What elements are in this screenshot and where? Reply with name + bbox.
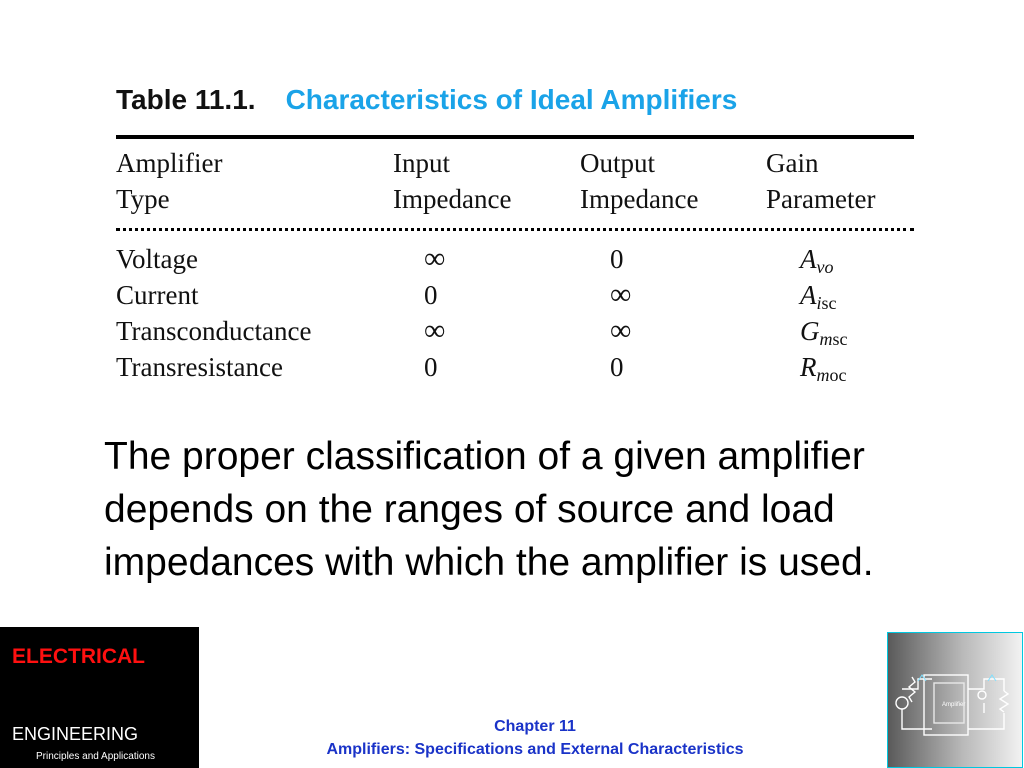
row-transconductance-output: ∞ [610, 314, 632, 347]
table-number: Table 11.1. [116, 84, 256, 115]
gain-subscript: vo [816, 257, 834, 277]
header-col3-line2: Impedance [580, 184, 699, 214]
gain-subscript: i [816, 293, 822, 313]
header-col1-line2: Type [116, 184, 170, 214]
row-current-gain [800, 282, 837, 312]
thumbnail-label: Amplifier [942, 702, 966, 708]
header-col4-line2: Parameter [766, 184, 876, 214]
footer-chapter: Chapter 11 [494, 718, 576, 735]
gain-subscript-roman: sc [821, 293, 837, 313]
logo-subtitle: Principles and Applications [36, 751, 155, 762]
gain-subscript-roman: oc [829, 365, 847, 385]
gain-symbol: R [800, 352, 817, 382]
logo-title-line2: ENGINEERING [12, 724, 139, 744]
book-logo [0, 627, 199, 768]
table-heading [116, 84, 737, 116]
header-col2-line2: Impedance [393, 184, 512, 214]
gain-symbol: A [800, 280, 817, 310]
row-transresistance-gain [800, 354, 847, 384]
header-col1-line1: Amplifier [116, 148, 223, 178]
row-voltage-output: 0 [610, 244, 624, 274]
row-voltage-gain [800, 246, 834, 276]
row-voltage-input: ∞ [424, 242, 446, 275]
gain-subscript: m [819, 329, 833, 349]
row-voltage-type: Voltage [116, 244, 198, 274]
row-transresistance-type: Transresistance [116, 352, 283, 382]
row-transconductance-input: ∞ [424, 314, 446, 347]
gain-subscript: m [816, 365, 830, 385]
circuit-diagram-icon [888, 633, 1022, 767]
header-col2-line1: Input [393, 148, 450, 178]
row-current-type: Current [116, 280, 199, 310]
row-transresistance-input: 0 [424, 352, 438, 382]
logo-title-line1: ELECTRICAL [12, 645, 145, 668]
table-title: Characteristics of Ideal Amplifiers [285, 84, 738, 115]
gain-subscript-roman: sc [832, 329, 848, 349]
amplifier-circuit-thumbnail [887, 632, 1023, 768]
table-top-rule [116, 135, 914, 139]
gain-symbol: G [800, 316, 820, 346]
gain-symbol: A [800, 244, 817, 274]
row-current-input: 0 [424, 280, 438, 310]
footer-subtitle: Amplifiers: Specifications and External Characteristics [326, 741, 744, 758]
row-transconductance-type: Transconductance [116, 316, 312, 346]
row-transconductance-gain [800, 318, 848, 348]
header-col4-line1: Gain [766, 148, 819, 178]
row-current-output: ∞ [610, 278, 632, 311]
header-col3-line1: Output [580, 148, 656, 178]
classification-paragraph: The proper classification of a given amplifier depends on the ranges of source and load impedances with which the amplifier is used. [104, 435, 874, 584]
row-transresistance-output: 0 [610, 352, 624, 382]
table-dotted-rule [116, 228, 914, 231]
